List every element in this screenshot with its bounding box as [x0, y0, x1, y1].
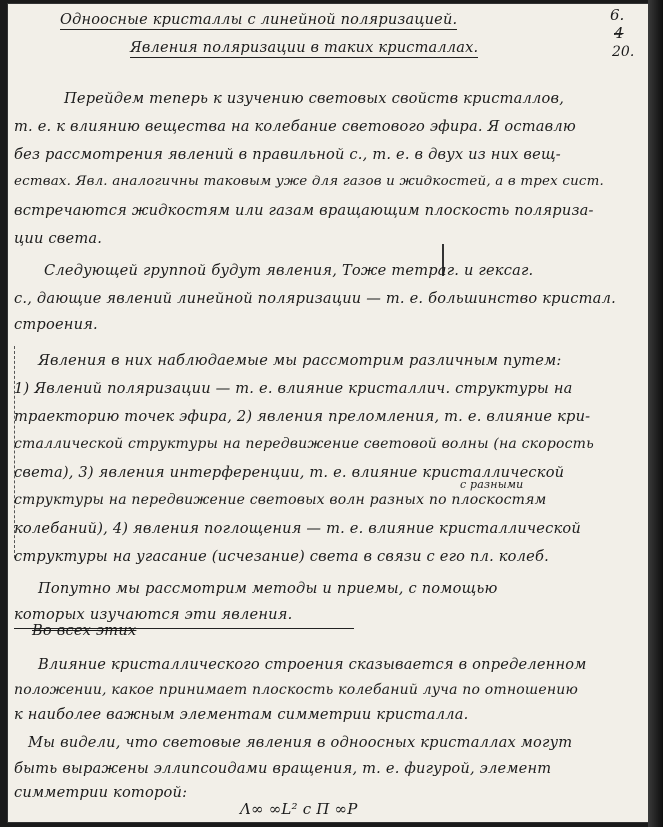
title-line-2: Явления поляризации в таких кристаллах. [130, 40, 479, 56]
body-line: Попутно мы рассмотрим методы и приемы, с помощью [38, 580, 498, 597]
title-line-1: Одноосные кристаллы с линейной поляризацией. [60, 12, 458, 28]
manuscript-page [8, 4, 648, 822]
body-line: ествах. Явл. аналогичны таковым уже для газов и жидкостей, а в трех сист. [14, 174, 604, 189]
scan-edge [648, 0, 663, 827]
page-mark-crossed: 4 [614, 24, 624, 42]
body-line: структуры на угасание (исчезание) света в связи с его пл. колеб. [14, 548, 549, 565]
body-line: быть выражены эллипсоидами вращения, т. е. фигурой, элемент [14, 760, 552, 777]
body-line: света), 3) явления интерференции, т. е. влияние кристаллической [14, 464, 565, 481]
body-line: структуры на передвижение световых волн разных по плоскостям [14, 492, 547, 508]
body-line: Следующей группой будут явления, Тоже тетраг. и гексаг. [44, 262, 534, 279]
body-line: без рассмотрения явлений в правильной с., т. е. в двух из них вещ- [14, 146, 561, 163]
body-line: Влияние кристаллического строения сказывается в определенном [38, 656, 587, 673]
body-line: т. е. к влиянию вещества на колебание светового эфира. Я оставлю [14, 118, 576, 135]
body-line: которых изучаются эти явления. [14, 606, 293, 623]
body-line: траекторию точек эфира, 2) явления преломления, т. е. влияние кри- [14, 408, 591, 425]
body-line: Явления в них наблюдаемые мы рассмотрим различным путем: [38, 352, 562, 369]
body-line: колебаний), 4) явления поглощения — т. е. влияние кристаллической [14, 520, 581, 537]
body-line: симметрии которой: [14, 784, 188, 801]
body-line: ции света. [14, 230, 103, 247]
symmetry-formula: Λ∞ ∞L² c Π ∞P [240, 800, 358, 818]
body-line: Перейдем теперь к изучению световых свойств кристаллов, [64, 90, 565, 107]
body-line: к наиболее важным элементам симметрии кристалла. [14, 706, 469, 723]
body-line: строения. [14, 316, 98, 333]
body-line: Мы видели, что световые явления в одноосных кристаллах могут [28, 734, 573, 751]
body-line: встречаются жидкостям или газам вращающим плоскость поляриза- [14, 202, 594, 219]
page-number: 20. [612, 44, 635, 60]
superscript-note: с разными [460, 478, 524, 491]
page-mark-top: 6. [610, 6, 625, 24]
struck-line: Во всех этих [32, 622, 137, 639]
body-line: положении, какое принимает плоскость колебаний луча по отношению [14, 682, 579, 698]
body-line: с., дающие явлений линейной поляризации — т. е. большинство кристал. [14, 290, 616, 307]
body-line: 1) Явлений поляризации — т. е. влияние кристаллич. структуры на [14, 380, 573, 397]
body-line: сталлической структуры на передвижение световой волны (на скорость [14, 436, 594, 452]
